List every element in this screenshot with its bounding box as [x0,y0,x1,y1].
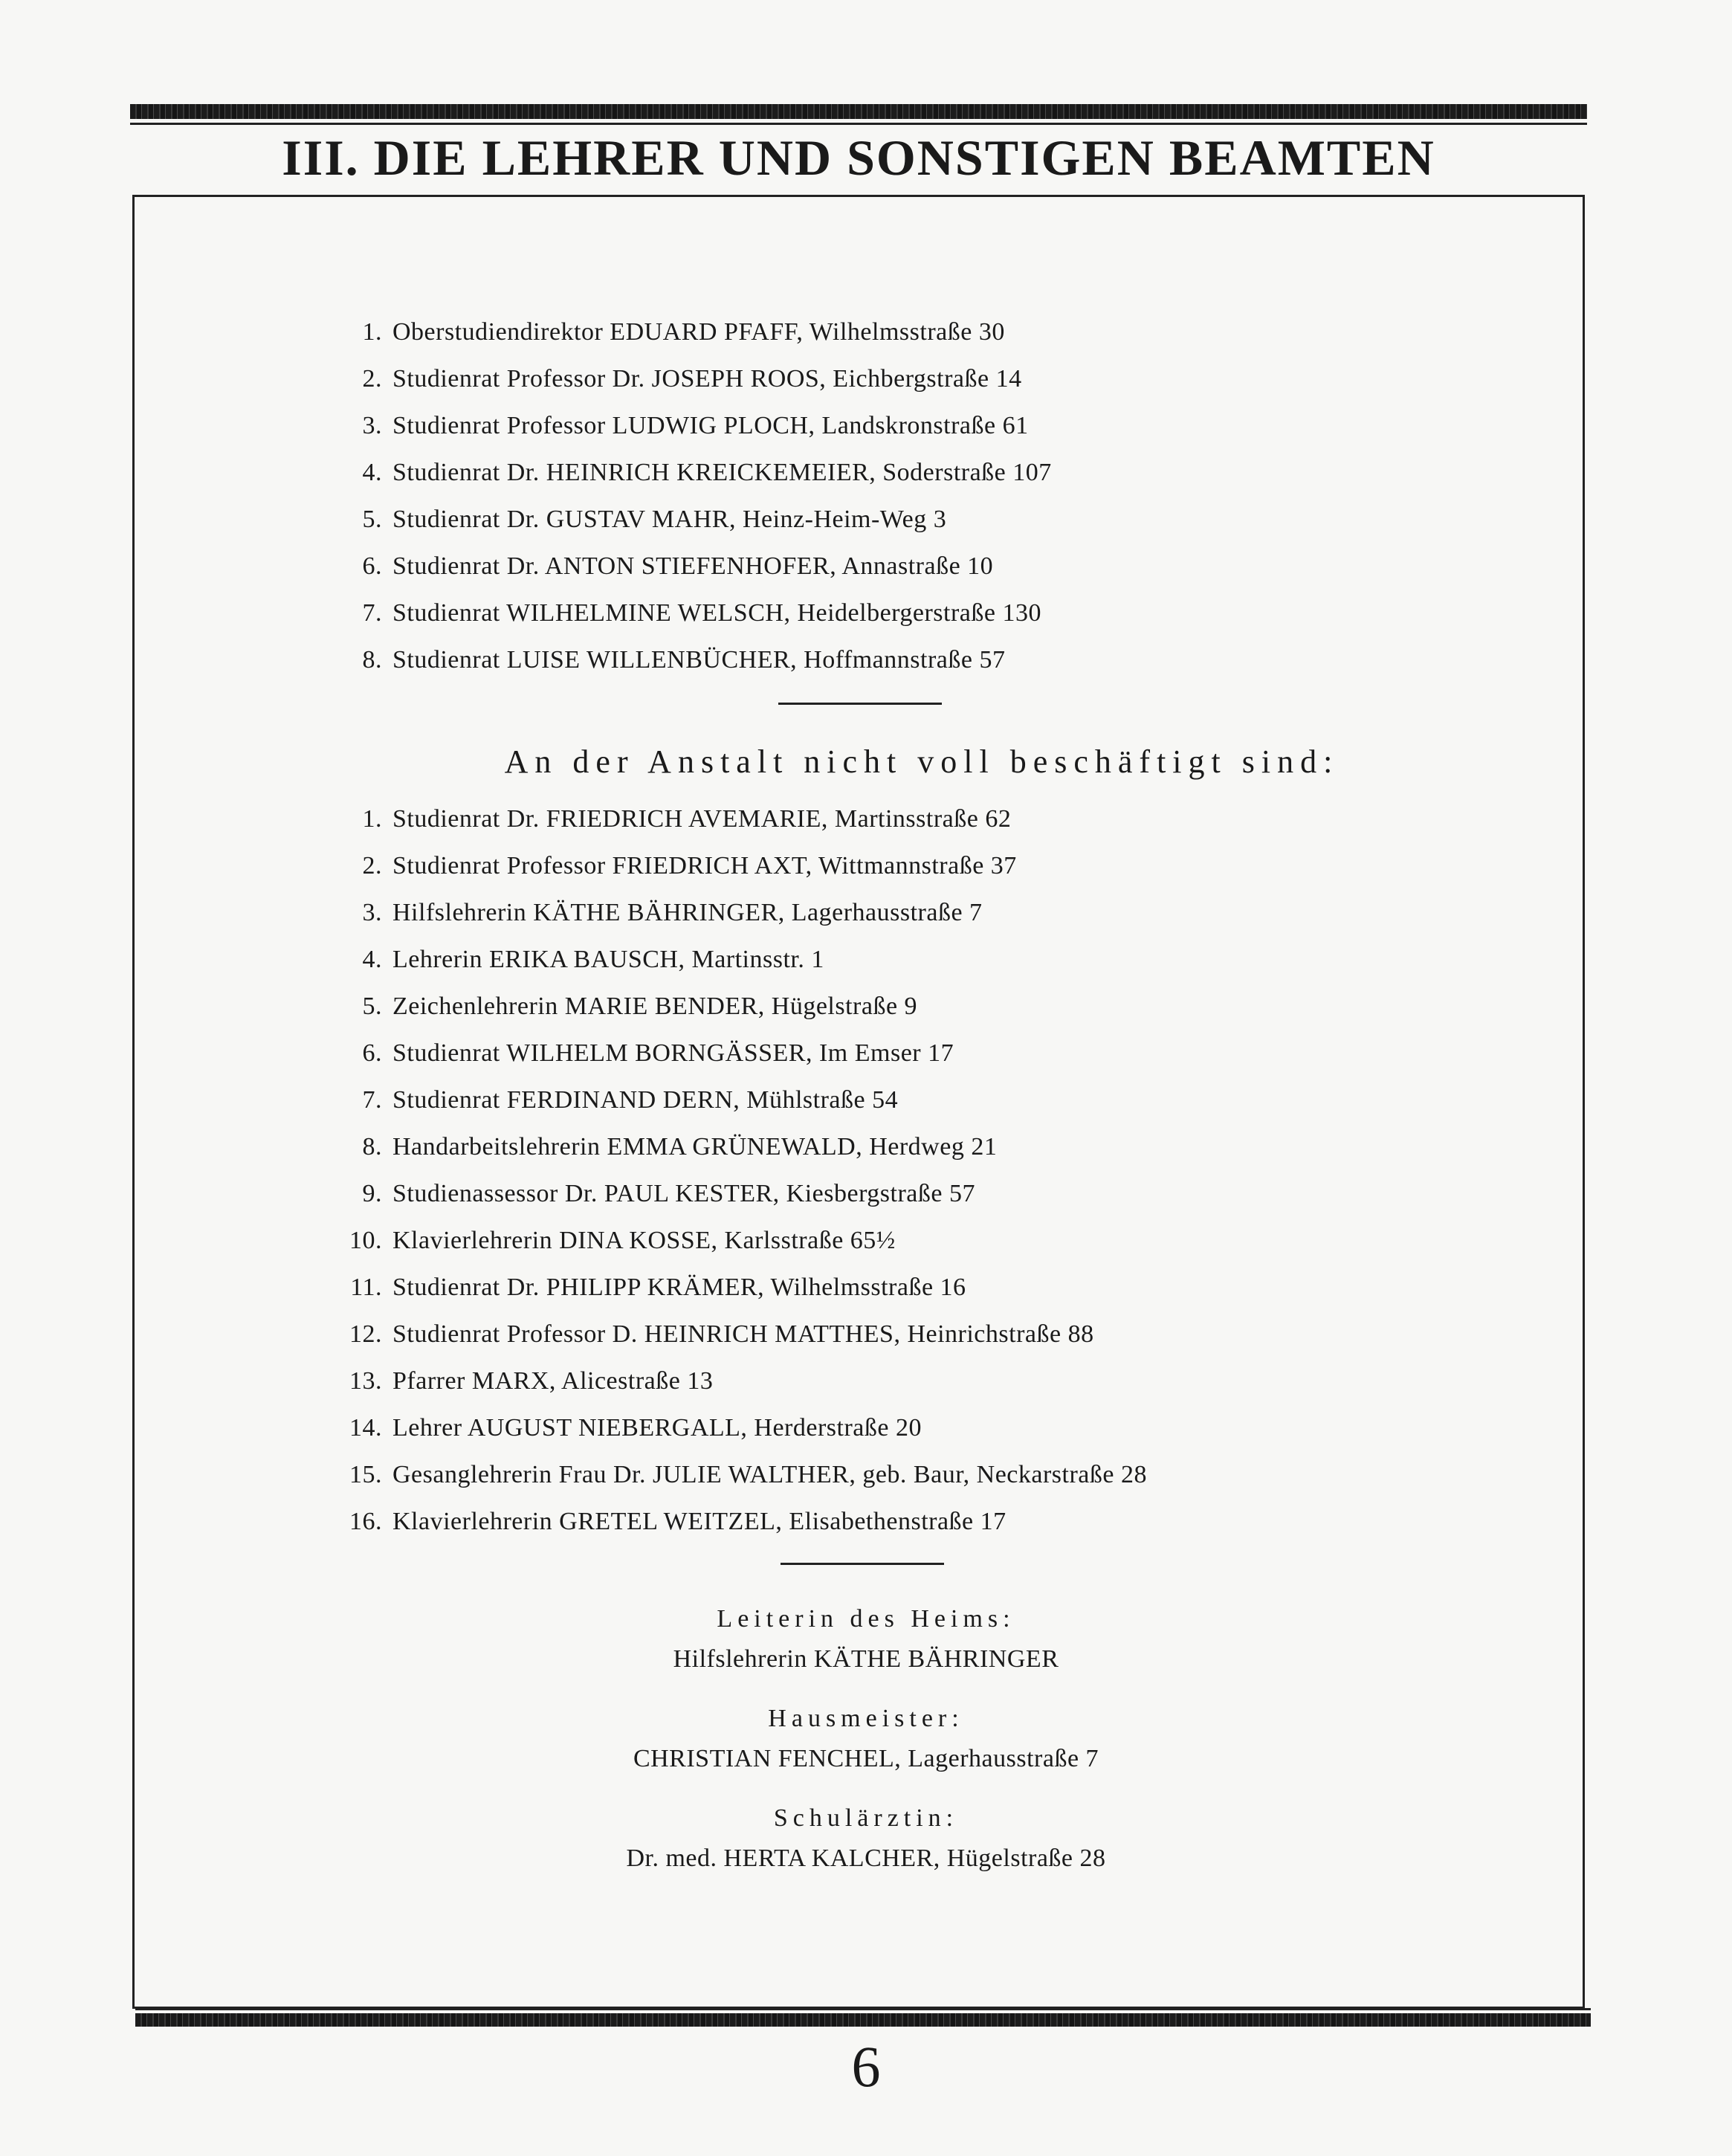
item-number: 11. [350,1274,382,1301]
list-item [327,402,1052,449]
item-text: Klavierlehrerin GRETEL WEITZEL, Elisabethenstraße 17 [392,1508,1006,1535]
item-number: 1. [362,318,382,346]
page-number: 6 [851,2034,881,2099]
item-number: 3. [362,412,382,439]
hausmeister-name: CHRISTIAN FENCHEL, Lagerhausstraße 7 [633,1745,1099,1772]
list-item [327,1123,1147,1170]
item-text: Pfarrer MARX, Alicestraße 13 [392,1367,714,1395]
item-text: Lehrer AUGUST NIEBERGALL, Herderstraße 20 [392,1414,922,1442]
item-number: 6. [362,552,382,580]
item-text: Studienrat LUISE WILLENBÜCHER, Hoffmannstraße 57 [392,646,1006,674]
schulaerztin-label: Schulärztin: [773,1804,959,1832]
section-divider [781,1563,944,1565]
list-item [327,590,1052,636]
item-text: Studienrat Dr. GUSTAV MAHR, Heinz-Heim-Weg 3 [392,506,947,533]
item-number: 6. [362,1039,382,1067]
item-text: Studienrat FERDINAND DERN, Mühlstraße 54 [392,1086,899,1114]
item-text: Studienrat Dr. FRIEDRICH AVEMARIE, Martinsstraße 62 [392,805,1012,833]
item-number: 7. [362,599,382,627]
list-item [327,795,1147,842]
item-text: Gesanglehrerin Frau Dr. JULIE WALTHER, geb. Baur, Neckarstraße 28 [392,1461,1147,1488]
list-item [327,496,1052,543]
item-number: 2. [362,365,382,393]
item-text: Lehrerin ERIKA BAUSCH, Martinsstr. 1 [392,946,824,973]
page-title: III. DIE LEHRER UND SONSTIGEN BEAMTEN [282,129,1435,186]
heim-label: Leiterin des Heims: [717,1605,1015,1633]
item-text: Oberstudiendirektor EDUARD PFAFF, Wilhelmsstraße 30 [392,318,1005,346]
list-item [327,936,1147,983]
section-divider [778,703,942,705]
item-number: 9. [362,1180,382,1207]
item-number: 8. [362,1133,382,1161]
item-number: 14. [349,1414,382,1442]
item-number: 16. [349,1508,382,1535]
list-item [327,1077,1147,1123]
list-item [327,449,1052,496]
item-text: Studienrat WILHELM BORNGÄSSER, Im Emser 17 [392,1039,954,1067]
item-number: 4. [362,946,382,973]
list-item [327,889,1147,936]
item-text: Studienassessor Dr. PAUL KESTER, Kiesbergstraße 57 [392,1180,975,1207]
list-item [327,1170,1147,1217]
list-item [327,1264,1147,1311]
item-number: 12. [349,1320,382,1348]
list-item [327,355,1052,402]
teacher-list [327,309,1052,683]
item-text: Studienrat Professor LUDWIG PLOCH, Landskronstraße 61 [392,412,1029,439]
item-text: Studienrat Professor FRIEDRICH AXT, Wittmannstraße 37 [392,852,1017,879]
item-number: 10. [349,1227,382,1254]
list-item [327,1451,1147,1498]
item-text: Studienrat WILHELMINE WELSCH, Heidelbergerstraße 130 [392,599,1041,627]
item-number: 2. [362,852,382,879]
list-item [327,1498,1147,1545]
part-time-heading: An der Anstalt nicht voll beschäftigt sind: [504,743,1340,780]
item-text: Klavierlehrerin DINA KOSSE, Karlsstraße 65½ [392,1227,896,1254]
list-item [327,309,1052,355]
list-item [327,1030,1147,1077]
list-item [327,636,1052,683]
item-number: 5. [362,506,382,533]
list-item [327,842,1147,889]
list-item [327,1217,1147,1264]
item-number: 8. [362,646,382,674]
item-text: Studienrat Dr. ANTON STIEFENHOFER, Annastraße 10 [392,552,994,580]
part-time-list [327,795,1147,1545]
item-text: Handarbeitslehrerin EMMA GRÜNEWALD, Herdweg 21 [392,1133,998,1161]
item-text: Studienrat Dr. PHILIPP KRÄMER, Wilhelmsstraße 16 [392,1274,966,1301]
item-number: 7. [362,1086,382,1114]
item-text: Studienrat Professor D. HEINRICH MATTHES, Heinrichstraße 88 [392,1320,1094,1348]
item-number: 13. [349,1367,382,1395]
item-number: 5. [362,993,382,1020]
top-decorative-rule [130,104,1587,119]
bottom-decorative-rule [135,2013,1591,2027]
item-number: 3. [362,899,382,926]
heim-name: Hilfslehrerin KÄTHE BÄHRINGER [673,1645,1059,1673]
list-item [327,983,1147,1030]
item-number: 4. [362,459,382,486]
item-number: 1. [362,805,382,833]
item-number: 15. [349,1461,382,1488]
list-item [327,543,1052,590]
item-text: Hilfslehrerin KÄTHE BÄHRINGER, Lagerhausstraße 7 [392,899,983,926]
list-item [327,1404,1147,1451]
list-item [327,1358,1147,1404]
hausmeister-label: Hausmeister: [768,1705,964,1732]
item-text: Zeichenlehrerin MARIE BENDER, Hügelstraße 9 [392,993,918,1020]
item-text: Studienrat Professor Dr. JOSEPH ROOS, Eichbergstraße 14 [392,365,1022,393]
item-text: Studienrat Dr. HEINRICH KREICKEMEIER, Soderstraße 107 [392,459,1052,486]
list-item [327,1311,1147,1358]
schulaerztin-name: Dr. med. HERTA KALCHER, Hügelstraße 28 [626,1844,1106,1872]
